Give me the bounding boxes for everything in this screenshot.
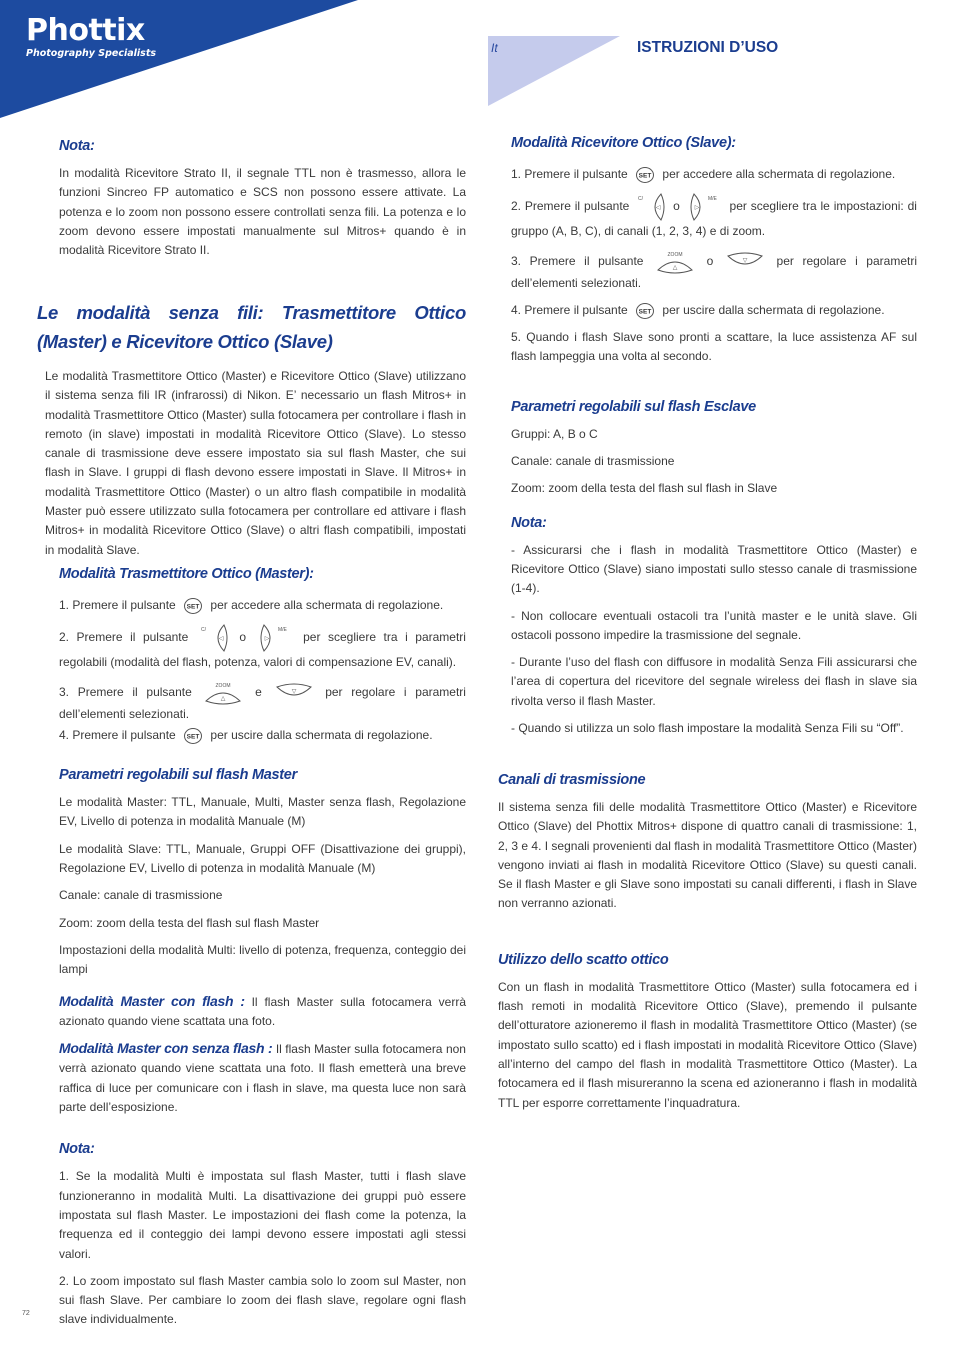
master-step-2: 2. Premere il pulsante C/ ◁ o ▷ M/E per scegliere tra i parametri regolabili (modalità del flash, potenza, valori di compensazione EV, canali).	[59, 623, 466, 672]
svg-text:△: △	[221, 695, 226, 702]
nota-3-item-2: - Non collocare eventuali ostacoli tra l’unità master e le unità slave. Gli ostacoli possono impedire la trasmissione del segnale.	[511, 608, 917, 642]
master-param-multi: Impostazioni della modalità Multi: livello di potenza, frequenza, conteggio dei lampi	[59, 942, 466, 977]
slave-section	[511, 133, 917, 746]
slave-step-1: 1. Premere il pulsante SET per accedere alla schermata di regolazione.	[511, 165, 917, 184]
svg-text:M/E: M/E	[707, 196, 717, 203]
slave-param-zoom: Zoom: zoom della testa del flash sul flash in Slave	[511, 481, 778, 496]
svg-text:▷: ▷	[264, 636, 269, 643]
svg-text:C/: C/	[200, 627, 206, 634]
channels-section	[498, 770, 917, 1121]
channels-heading: Canali di trasmissione	[498, 772, 646, 788]
optical-trigger-text: Con un flash in modalità Trasmettitore Ottico (Master) sulla fotocamera ed i flash remoti in modalità Ricevitore Ottico (Slave), premendo il pulsante dell’otturatore azioneremo il flash in modalità Trasmettitore Ottico (Master) (se impostato sullo scatto) ed i flash impostati in modalità Ricevitore Ottico (Slave) all’interno del campo del flash in modalità Trasmettitore Ottico (Master). La fotocamera ed il flash misureranno la scena ed azioneranno i flash in modalità TTL per esporre correttamente l’inquadratura.	[498, 979, 917, 1110]
svg-text:▽: ▽	[291, 688, 296, 695]
master-with-flash: Modalità Master con flash : Il flash Master sulla fotocamera verrà azionato quando viene scattata una foto.	[59, 992, 466, 1028]
intro-text: Le modalità Trasmettitore Ottico (Master) e Ricevitore Ottico (Slave) utilizzano il sistema senza fili IR (infrarossi) di Nikon. E’ necessario un flash Mitros+ in modalità Trasmettitore Ottico (Master) sulla fotocamera per controllare i flash in remoto (in slave) impostati in modalità Ricevitore Ottico (Slave). Lo stesso canale di trasmissione deve essere impostato sia sul flash Master, che sui flash in Slave. I gruppi di flash devono essere impostati in Slave. Il Mitros+ in modalità Trasmettitore Ottico (Master) o un altro flash compatibile in modalità Master può essere utilizzato sulla fotocamera per controllare ed attivare i flash Mitros+ in modalità Ricevitore Ottico (Slave) o altri flash compatibili, impostati in modalità Slave.	[45, 369, 466, 557]
svg-text:ZOOM: ZOOM	[667, 251, 683, 258]
svg-text:C/: C/	[638, 196, 644, 203]
nota-3-item-3: - Durante l’uso del flash con diffusore in modalità Senza Fili assicurarsi che l’area di copertura del ricevitore del segnale wireless dei flash in slave sia rivolta verso il flash Master.	[511, 655, 917, 708]
right-arrow-button-icon	[258, 623, 292, 653]
svg-text:▷: ▷	[694, 205, 699, 212]
section-title: Le modalità senza fili: Trasmettitore Ottico (Master) e Ricevitore Ottico (Slave)	[37, 302, 466, 352]
nota-text: In modalità Ricevitore Strato II, il segnale TTL non è trasmesso, allora le funzioni Sincreo FP automatico e SCS non possono essere attivate. La potenza e lo zoom non possono essere controllati senza fili. La potenza e lo zoom devono essere impostati manualmente sul Mitros+ quando è in modalità Ricevitore Strato II.	[59, 166, 466, 258]
svg-text:▽: ▽	[742, 257, 748, 264]
nota-3-item-1: - Assicurarsi che i flash in modalità Trasmettitore Ottico (Master) e Ricevitore Ottico (Slave) siano impostati sullo stesso canale di trasmissione (1-4).	[511, 542, 917, 596]
master-step-1: 1. Premere il pulsante SET per accedere alla schermata di regolazione.	[59, 596, 466, 615]
svg-text:ZOOM: ZOOM	[215, 682, 231, 689]
nota-heading-3: Nota:	[511, 514, 547, 531]
svg-text:SET: SET	[186, 733, 200, 741]
set-button-icon	[635, 166, 655, 184]
master-params-heading: Parametri regolabili sul flash Master	[59, 767, 297, 784]
page-header-title: ISTRUZIONI D’USO	[637, 39, 779, 56]
master-step-3: 3. Premere il pulsante ZOOM △ e ▽ per regolare i parametri dell’elementi selezionati.	[59, 682, 466, 721]
slave-step-5: 5. Quando i flash Slave sono pronti a scattare, la luce assistenza AF sul flash lampeggia una volta al secondo.	[511, 330, 917, 364]
nota-heading-2: Nota:	[59, 1141, 95, 1158]
svg-text:M/E: M/E	[277, 627, 287, 634]
zoom-up-button-icon	[656, 250, 694, 274]
brand-tagline: Photography Specialists	[26, 48, 157, 59]
master-without-flash: Modalità Master con senza flash : Il flash Master sulla fotocamera non verrà azionato quando viene scattata una foto. Il flash emetterà una breve raffica di luce per comunicare con i flash in slave, ma questa luce non sarà parte dell’esposizione.	[59, 1040, 466, 1115]
master-param-modes: Le modalità Master: TTL, Manuale, Multi, Master senza flash, Regolazione EV, Livello di potenza in modalità Manuale (M)	[59, 795, 466, 829]
slave-params-heading: Parametri regolabili sul flash Esclave	[511, 398, 756, 415]
master-mode-heading: Modalità Trasmettitore Ottico (Master):	[59, 566, 314, 582]
svg-text:△: △	[672, 264, 678, 271]
zoom-up-button-icon	[204, 681, 242, 705]
master-param-channel: Canale: canale di trasmissione	[59, 888, 223, 903]
set-button-icon	[183, 597, 203, 615]
set-button-icon	[183, 727, 203, 745]
page-number: 72	[22, 1310, 30, 1317]
down-arrow-button-icon	[275, 683, 313, 703]
wireless-section	[37, 298, 466, 356]
brand-logo	[26, 14, 156, 60]
slave-step-3: 3. Premere il pulsante ZOOM △ o ▽ per regolare i parametri dell’elementi selezionati.	[511, 251, 917, 290]
nota-2-item-2: 2. Lo zoom impostato sul flash Master cambia solo lo zoom sul Master, non sui flash Slave. Per cambiare lo zoom dei flash slave, regolare ogni flash slave individualmente.	[59, 1273, 466, 1327]
slave-step-2: 2. Premere il pulsante C/ ◁ o ▷ M/E per scegliere tra le impostazioni: di gruppo (A, B, C), di canali (1, 2, 3, 4) e di zoom.	[511, 192, 917, 241]
down-arrow-button-icon	[726, 252, 764, 272]
left-arrow-button-icon	[200, 623, 228, 653]
master-param-slave-modes: Le modalità Slave: TTL, Manuale, Gruppi OFF (Disattivazione dei gruppi), Regolazione EV, Livello di potenza in modalità Manuale (M)	[59, 841, 466, 876]
left-main-section	[59, 564, 466, 1338]
nota-3-item-4: - Quando si utilizza un solo flash impostare la modalità Senza Fili su “Off”.	[511, 721, 904, 736]
svg-text:SET: SET	[186, 603, 200, 611]
left-top-section	[59, 136, 466, 268]
slave-param-channel: Canale: canale di trasmissione	[511, 454, 675, 469]
channels-text: Il sistema senza fili delle modalità Trasmettitore Ottico (Master) e Ricevitore Ottico (Slave) del Phottix Mitros+ dispone di quattro canali di trasmissione: 1, 2, 3 e 4. I segnali provenienti dal flash in modalità Trasmettitore Ottico (Master) vengono inviati ai flash in modalità Ricevitore Ottico (Slave) su questi canali. Se il flash Master e gli Slave sono impostati su canali differenti, i flash in Slave non verranno azionati.	[498, 800, 917, 911]
slave-step-4: 4. Premere il pulsante SET per uscire dalla schermata di regolazione.	[511, 301, 917, 320]
master-step-4: 4. Premere il pulsante SET per uscire dalla schermata di regolazione.	[59, 726, 466, 745]
svg-text:SET: SET	[638, 172, 652, 180]
svg-text:◁: ◁	[218, 636, 224, 643]
nota-2-item-1: 1. Se la modalità Multi è impostata sul flash Master, tutti i flash slave funzioneranno in modalità Multi. La disattivazione dei gruppi può essere impostata sul flash Master. Le impostazioni dei flash come la potenza, la frequenza ed il conteggio dei lampi devono essere impostati agli stessi valori.	[59, 1169, 466, 1261]
brand-name: Phottix	[26, 13, 145, 48]
svg-text:◁: ◁	[655, 205, 661, 212]
right-arrow-button-icon	[688, 192, 722, 222]
slave-mode-heading: Modalità Ricevitore Ottico (Slave):	[511, 135, 736, 151]
master-param-zoom: Zoom: zoom della testa del flash sul flash Master	[59, 915, 320, 930]
set-button-icon	[635, 302, 655, 320]
svg-text:SET: SET	[638, 308, 652, 316]
wireless-intro	[45, 367, 466, 568]
optical-trigger-heading: Utilizzo dello scatto ottico	[498, 951, 669, 968]
language-label: It	[491, 41, 498, 55]
slave-param-groups: Gruppi: A, B o C	[511, 426, 598, 441]
left-arrow-button-icon	[637, 192, 665, 222]
nota-heading: Nota:	[59, 138, 95, 154]
